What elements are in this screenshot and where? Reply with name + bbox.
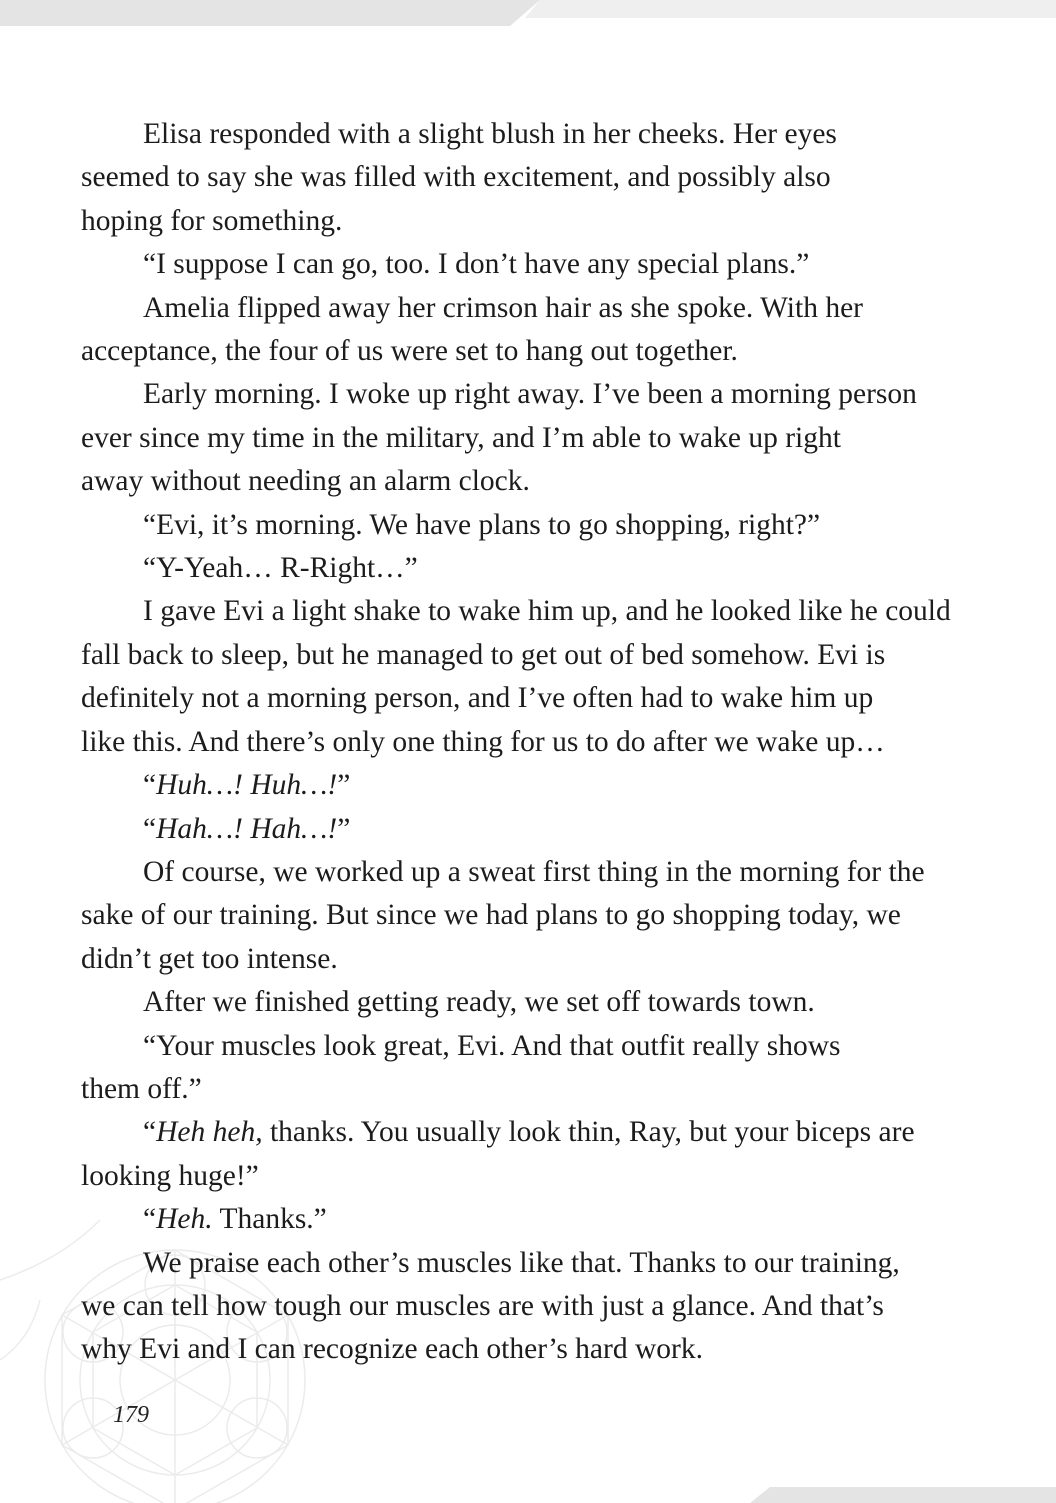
body-text (81, 113, 972, 1372)
paragraph: “Heh heh, thanks. You usually look thin, Ray, but your biceps are looking huge!” (81, 1116, 915, 1192)
paragraph: Of course, we worked up a sweat first thing in the morning for the sake of our training. But since we had plans to go shopping today, we didn’t get too intense. (81, 855, 925, 975)
paragraph: “I suppose I can go, too. I don’t have any special plans.” (143, 248, 810, 281)
paragraph: Elisa responded with a slight blush in her cheeks. Her eyes seemed to say she was filled with excitement, and possibly also hoping for something. (81, 118, 837, 237)
paragraph: Early morning. I woke up right away. I’ve been a morning person ever since my time in the military, and I’m able to wake up right away without needing an alarm clock. (81, 378, 917, 498)
paragraph: We praise each other’s muscles like that. Thanks to our training, we can tell how tough our muscles are with just a glance. And that’s why Evi and I can recognize each other’s hard work. (81, 1246, 900, 1366)
top-decorative-band (0, 0, 1056, 26)
paragraph: Amelia flipped away her crimson hair as she spoke. With her acceptance, the four of us were set to hang out together. (81, 291, 863, 368)
paragraph: “Heh. Thanks.” (143, 1203, 327, 1236)
page-number: 179 (113, 1402, 149, 1428)
paragraph: After we finished getting ready, we set off towards town. (143, 986, 815, 1019)
paragraph: I gave Evi a light shake to wake him up, and he looked like he could fall back to sleep, but he managed to get out of bed somehow. Evi is definitely not a morning person, and I’ve often had to wake him up like this. And there’s only one thing for us to do after we wake up… (81, 595, 951, 758)
paragraph: “Y-Yeah… R-Right…” (143, 552, 418, 585)
paragraph: “Evi, it’s morning. We have plans to go shopping, right?” (143, 508, 821, 541)
paragraph: “Huh…! Huh…!” (143, 769, 351, 802)
paragraph: “Your muscles look great, Evi. And that outfit really shows them off.” (81, 1029, 841, 1105)
bottom-decorative-band (0, 1477, 1056, 1503)
paragraph: “Hah…! Hah…!” (143, 812, 351, 845)
